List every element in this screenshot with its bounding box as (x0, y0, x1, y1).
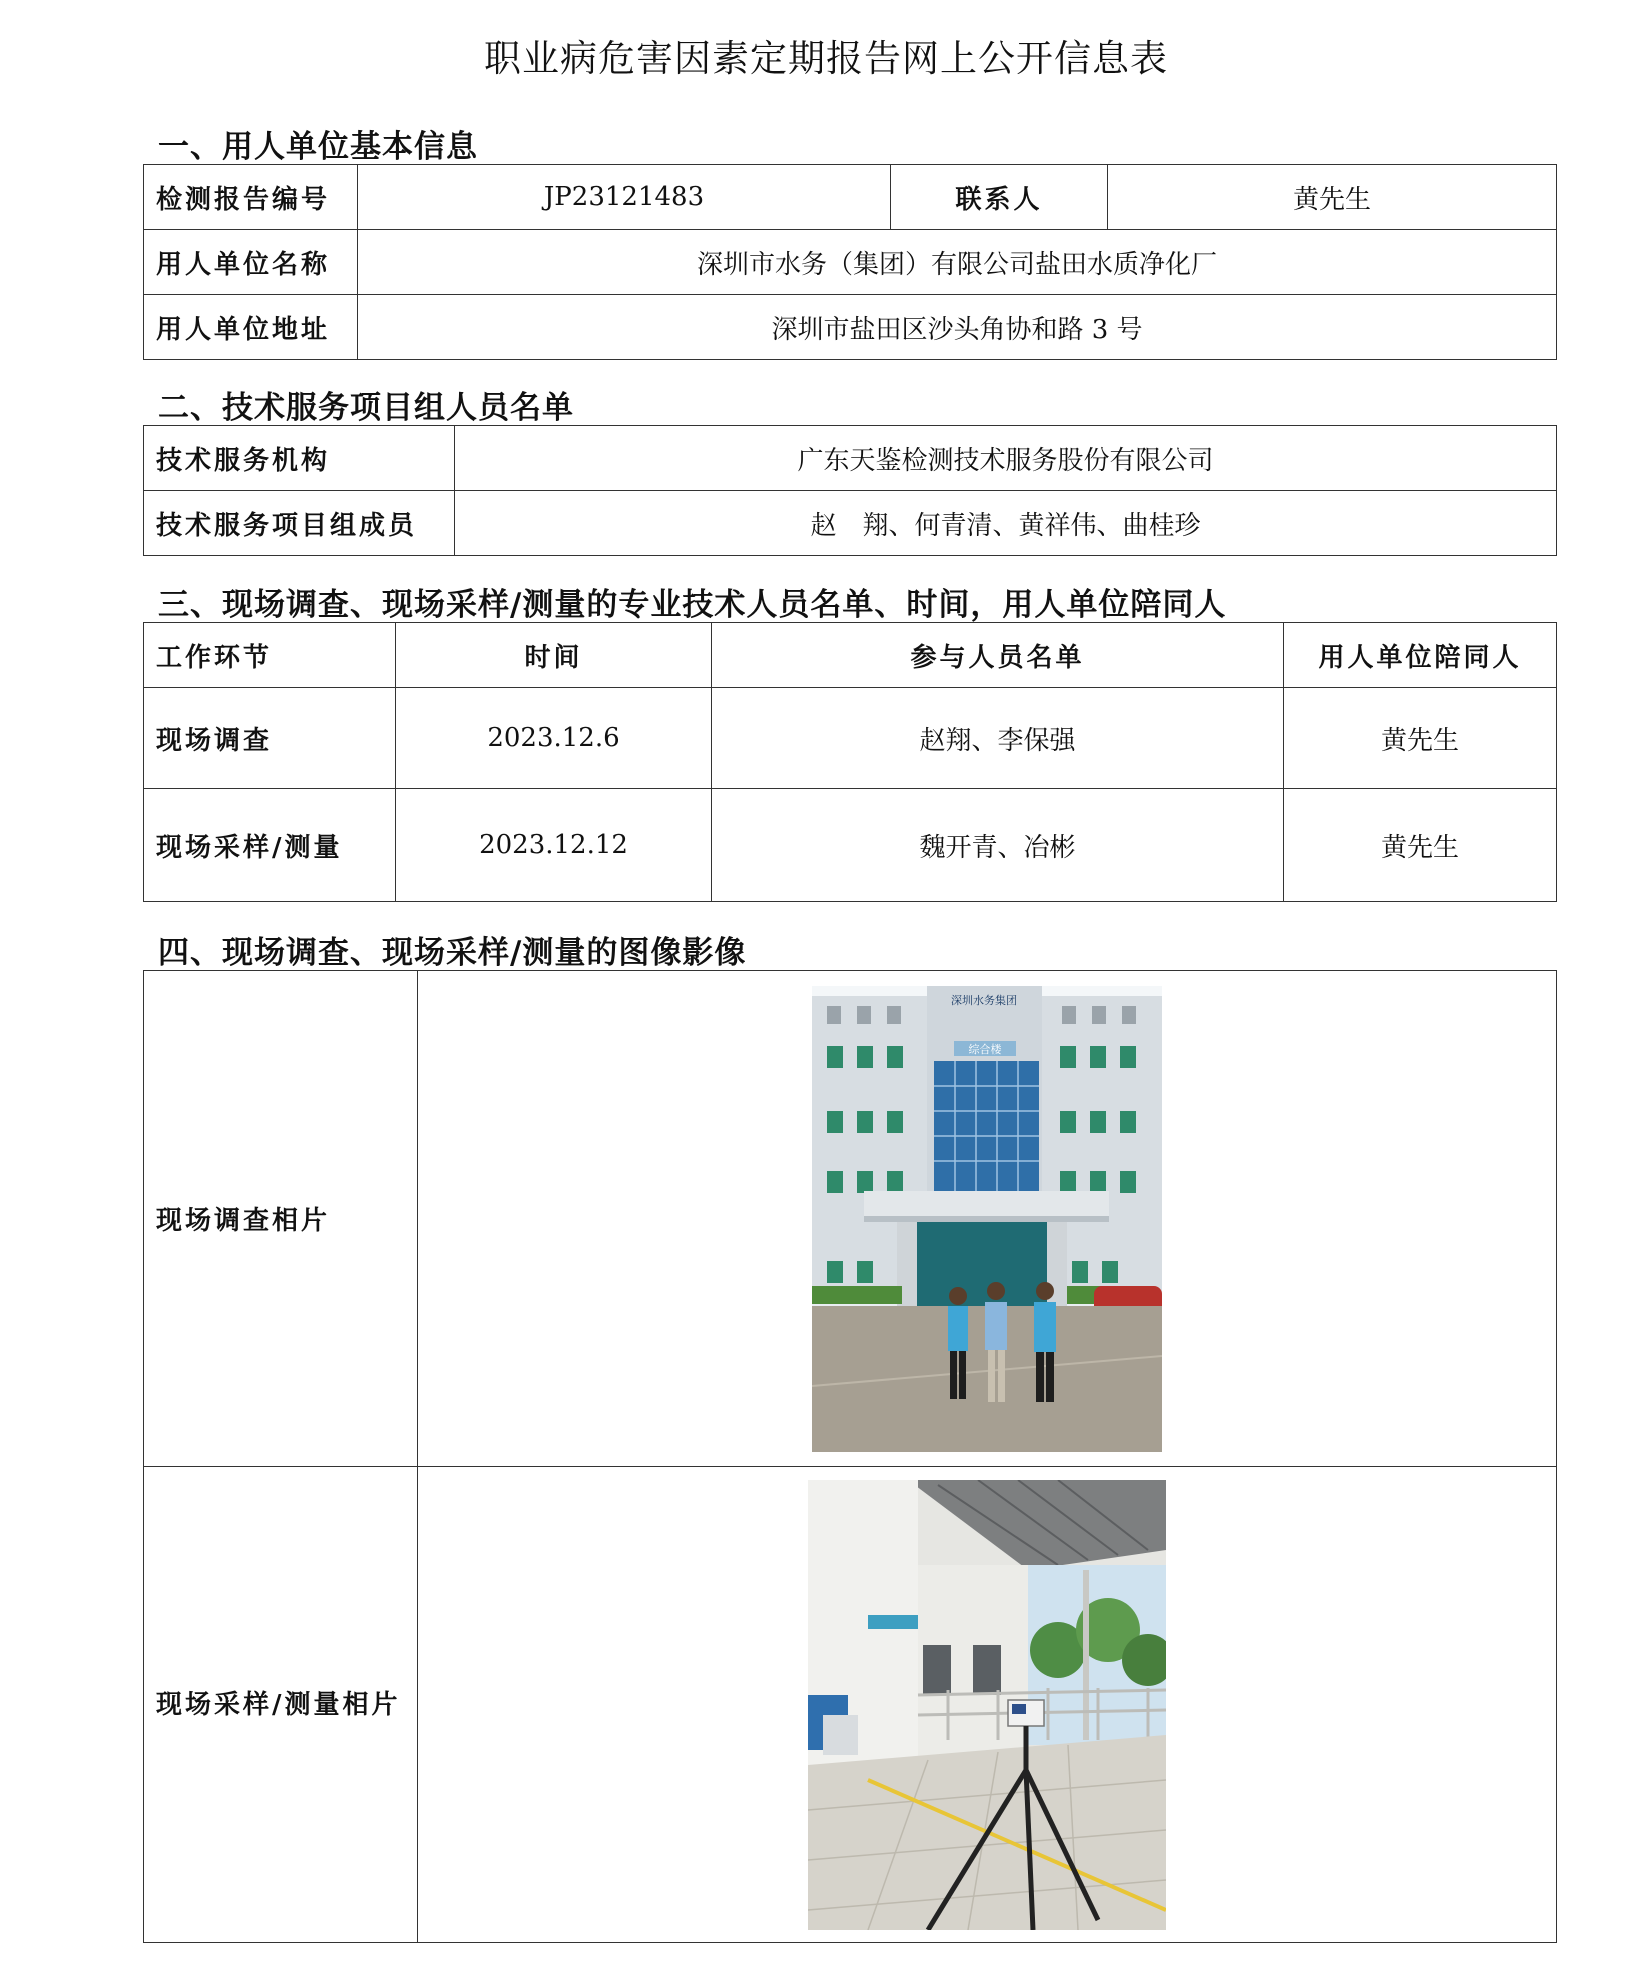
employer-address-label: 用人单位地址 (144, 295, 358, 360)
section1-heading: 一、用人单位基本信息 (158, 129, 478, 165)
column-header: 用人单位陪同人 (1284, 623, 1557, 688)
section4-heading: 四、现场调查、现场采样/测量的图像影像 (158, 935, 747, 971)
stage-cell: 现场调查 (144, 688, 396, 789)
table-row (144, 1467, 1557, 1943)
table-row (144, 971, 1557, 1467)
table-row (144, 295, 1557, 360)
service-org-value: 广东天鉴检测技术服务股份有限公司 (455, 426, 1557, 491)
service-org-label: 技术服务机构 (144, 426, 455, 491)
team-members-label: 技术服务项目组成员 (144, 491, 455, 556)
sampling-photo-cell (418, 1467, 1557, 1943)
building-door-sign: 综合楼 (968, 1042, 1002, 1056)
sampling-photo (808, 1480, 1166, 1930)
column-header: 工作环节 (144, 623, 396, 688)
survey-photo (812, 986, 1162, 1452)
table-row (144, 491, 1557, 556)
report-no-value: JP23121483 (358, 165, 891, 230)
survey-photo-label: 现场调查相片 (144, 971, 418, 1467)
report-no-label: 检测报告编号 (144, 165, 358, 230)
table-row (144, 426, 1557, 491)
section3-heading: 三、现场调查、现场采样/测量的专业技术人员名单、时间，用人单位陪同人 (158, 587, 1227, 623)
people-cell: 魏开青、冶彬 (712, 789, 1284, 902)
employer-name-label: 用人单位名称 (144, 230, 358, 295)
section2-heading: 二、技术服务项目组人员名单 (158, 390, 574, 426)
date-cell: 2023.12.6 (396, 688, 712, 789)
contact-label: 联系人 (891, 165, 1108, 230)
table-row (144, 789, 1557, 902)
document-title: 职业病危害因素定期报告网上公开信息表 (484, 37, 1168, 80)
table-row (144, 230, 1557, 295)
table-row (144, 165, 1557, 230)
contact-value: 黄先生 (1108, 165, 1557, 230)
escort-cell: 黄先生 (1284, 688, 1557, 789)
team-members-value: 赵 翔、何青清、黄祥伟、曲桂珍 (455, 491, 1557, 556)
column-header: 参与人员名单 (712, 623, 1284, 688)
escort-cell: 黄先生 (1284, 789, 1557, 902)
table-header-row (144, 623, 1557, 688)
employer-address-value: 深圳市盐田区沙头角协和路 3 号 (358, 295, 1557, 360)
people-cell: 赵翔、李保强 (712, 688, 1284, 789)
column-header: 时间 (396, 623, 712, 688)
fieldwork-table (143, 622, 1557, 902)
survey-photo-cell (418, 971, 1557, 1467)
stage-cell: 现场采样/测量 (144, 789, 396, 902)
building-sign: 深圳水务集团 (951, 993, 1017, 1007)
table-row (144, 688, 1557, 789)
sampling-photo-label: 现场采样/测量相片 (144, 1467, 418, 1943)
service-team-table (143, 425, 1557, 556)
employer-info-table (143, 164, 1557, 360)
date-cell: 2023.12.12 (396, 789, 712, 902)
employer-name-value: 深圳市水务（集团）有限公司盐田水质净化厂 (358, 230, 1557, 295)
photo-table (143, 970, 1557, 1943)
